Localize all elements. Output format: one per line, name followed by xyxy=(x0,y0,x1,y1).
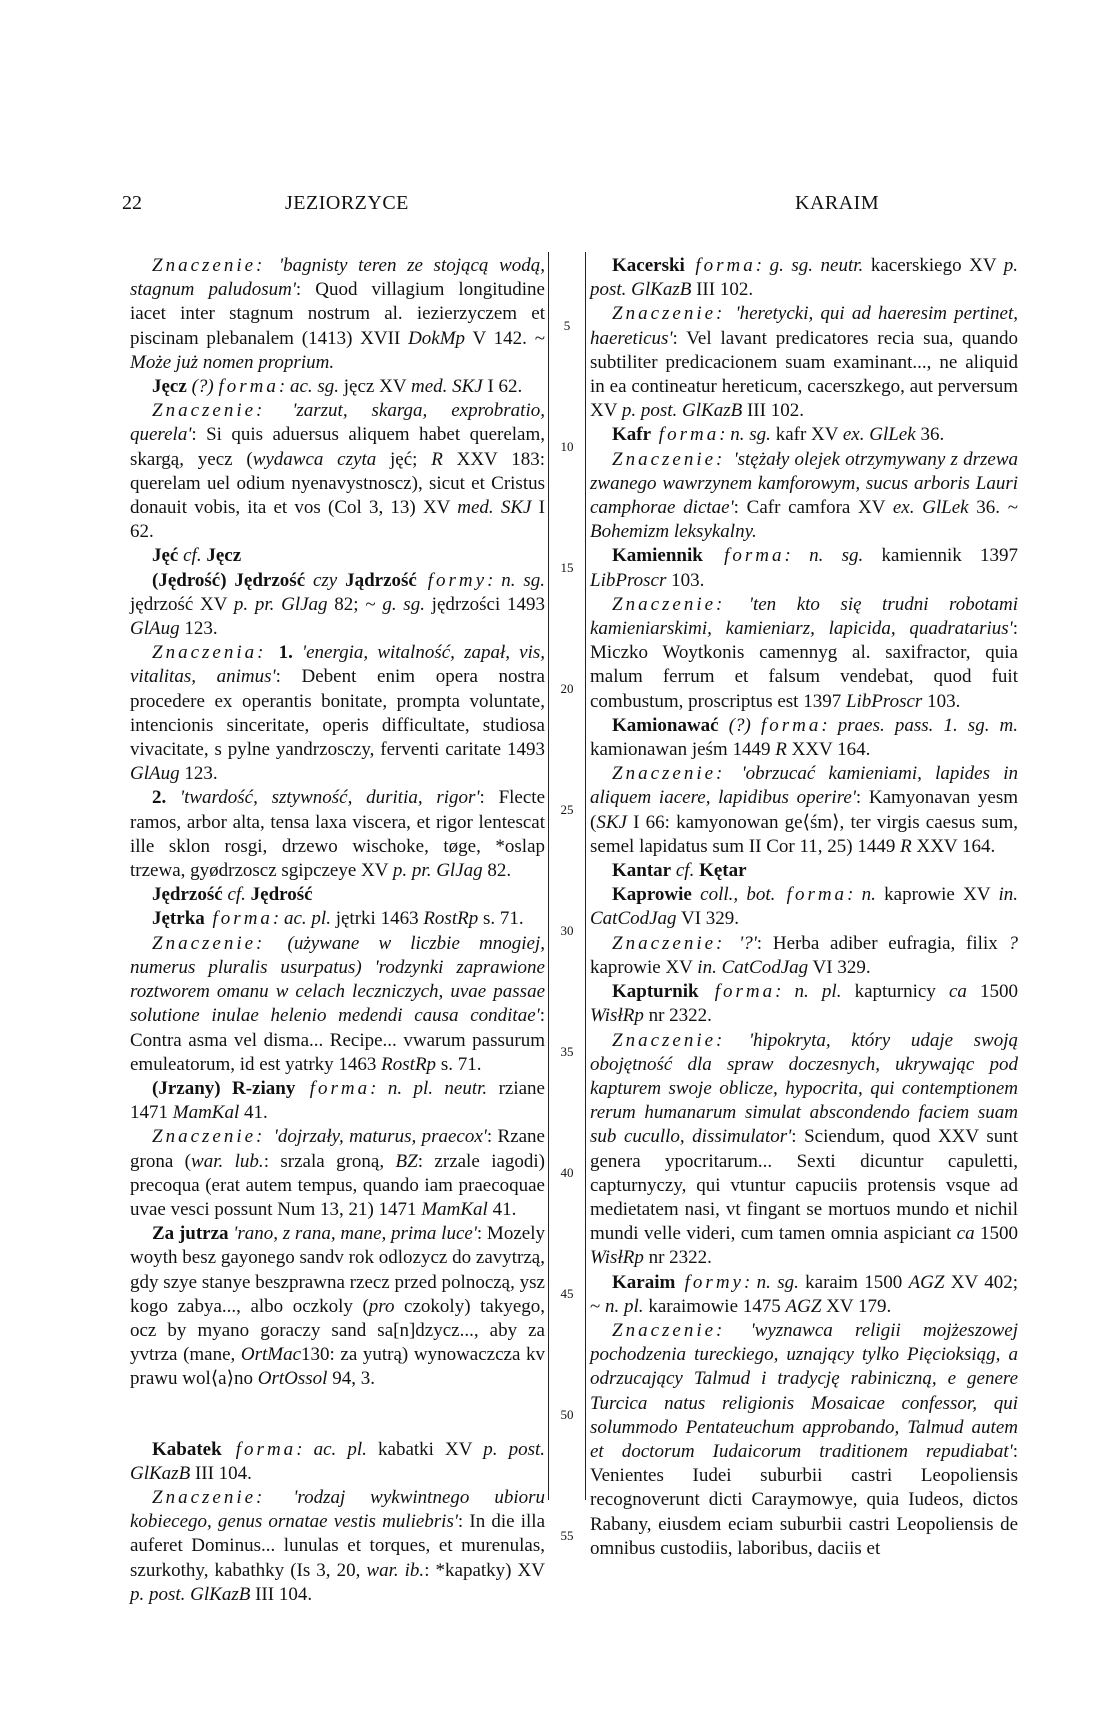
entry-meaning: Znaczenie: '?': Herba adiber eufragia, filix ? kaprowie XV in. CatCodJag VI 329. xyxy=(590,932,1019,978)
entry-headword: Kamionawać (?) forma: praes. pass. 1. sg. m. kamionawan jeśm 1449 R XXV 164. xyxy=(590,714,1019,761)
entry-headword: Kacerski forma: g. sg. neutr. kacerskiego XV p. post. GlKazB III 102. xyxy=(590,255,1018,301)
line-number: 15 xyxy=(560,560,574,575)
page-number: 22 xyxy=(122,192,142,214)
entry-headword: (Jrzany) R-ziany forma: n. pl. neutr. rziane 1471 MamKal 41. xyxy=(130,1077,545,1124)
entry-meaning: Znaczenie: 'stężały olejek otrzymywany z drzewa zwanego wawrzynem kamforowym, sucus arboris Lauri camphorae dictae': Cafr camfora XV ex. GlLek 36. ~ Bohemizm leksykalny. xyxy=(590,448,1018,543)
right-running-head: KARAIM xyxy=(795,192,880,214)
entry-headword: Kamiennik forma: n. sg. kamiennik 1397 LibProscr 103. xyxy=(590,545,1018,591)
right-column xyxy=(590,254,1018,1561)
line-number: 40 xyxy=(560,1165,574,1180)
entry-meaning: Znaczenie: 'ten kto się trudni robotami kamieniarskimi, kamieniarz, lapicida, quadratarius': Miczko Woytkonis camennyg al. saxifractor, quia malum ferrum et falsum vendebat, quod fuit combustum, proscriptus est 1397 LibProscr 103. xyxy=(590,593,1018,712)
line-number: 20 xyxy=(560,681,574,696)
entry-meaning: Znaczenie: 'obrzucać kamieniami, lapides in aliquem iacere, lapidibus operire': Kamyonavan yesm (SKJ I 66: kamyonowan ge⟨śm⟩, ter virgis caesus sum, semel lapidatus sum II Cor 11, 25) 1449 R XXV 164. xyxy=(590,763,1018,857)
entry-crossref: Jęć cf. Jęcz xyxy=(152,545,242,567)
entry-meaning: Znaczenie: 'dojrzały, maturus, praecox': Rzane grona (war. lub.: srzala groną, BZ: zrzale iagodi) precoqua (erat autem tempus, quando iam praecoquae uvae vesci possunt Num 13, 21) 1471 MamKal 41. xyxy=(130,1126,546,1220)
line-number: 50 xyxy=(560,1407,574,1422)
entry-meaning: Znaczenie: 'zarzut, skarga, exprobratio, querela': Si quis aduersus aliquem habet querelam, skargą, yecz (wydawca czyta jęć; R XXV 183: querelam uel odium nyenavystnoscz), sicut et Cristus donauit vobis, ita et vos (Col 3, 13) XV med. SKJ I 62. xyxy=(130,400,546,543)
entry-meaning: Znaczenie: (używane w liczbie mnogiej, numerus pluralis usurpatus) 'rodzynki zaprawione roztworem omanu w celach leczniczych, uvae passae solutione inulae helenio medendi causa conditae': Contra asma vel disma... Recipe... vwarum passurum emuleatorum, id est yatrky 1463 RostRp s. 71. xyxy=(130,932,545,1075)
column-gap xyxy=(130,1392,545,1438)
entry-meaning: Znaczenie: 'bagnisty teren ze stojącą wodą, stagnum paludosum': Quod villagium longitudine iacet inter stagnum nostrum al. iezierzyczem et piscinam plebanalem (1413) XVII DokMp V 142. ~ Może już nomen proprium. xyxy=(130,255,545,373)
column-rule-right xyxy=(585,252,586,1500)
line-number: 30 xyxy=(560,923,574,938)
entry-headword: (Jędrość) Jędrzość czy Jądrzość formy: n. sg. jędrzość XV p. pr. GlJag 82; ~ g. sg. jędrzości 1493 GlAug 123. xyxy=(130,569,545,640)
entry-meaning: Znaczenie: 'hipokryta, który udaje swoją obojętność dla spraw doczesnych, ukrywając pod kapturem swoje oblicze, hypocrita, qui contemptionem rerum humanarum simulat abscondendo faciem suam sub cucullo, dissimulator': Sciendum, quod XXV sunt genera ypocritarum... Sexti dicuntur capuletti, capturnyczy, qui vtuntur capuciis protensis vsque ad medietatem nasi, vt fingant se mortuos mundo et nichil mundi velle videri, cum tamen omnia aspiciant ca 1500 WisłRp nr 2322. xyxy=(590,1029,1018,1269)
left-running-head: JEZIORZYCE xyxy=(285,192,409,214)
line-number: 45 xyxy=(560,1286,574,1301)
entry-headword: Kapturnik forma: n. pl. kapturnicy ca 1500 WisłRp nr 2322. xyxy=(590,981,1018,1027)
entry-crossref: Kantar cf. Kętar xyxy=(612,860,747,882)
line-number: 5 xyxy=(563,318,571,333)
entry-headword: Kafr forma: n. sg. kafr XV ex. GlLek 36. xyxy=(612,424,945,446)
entry-headword: Jęcz (?) forma: ac. sg. jęcz XV med. SKJ I 62. xyxy=(152,376,523,398)
entry-headword: Kabatek forma: ac. pl. kabatki XV p. post. GlKazB III 104. xyxy=(130,1438,545,1484)
entry-headword: Za jutrza 'rano, z rana, mane, prima luce': Mozely woyth besz gayonego sandv rok odlozycz do zavytrzą, gdy szye stanye beszprawna rzecz przed polnoczą, ysz kogo zabya..., albo oczkoly (pro czokoly) takyego, ocz by myano goraczy sand sa[n]dzycz..., aby za yvtrza (mane, OrtMac130: za yutrą) wynowaczcza kv prawu wol⟨a⟩no OrtOssol 94, 3. xyxy=(130,1223,545,1390)
entry-headword: Karaim formy: n. sg. karaim 1500 AGZ XV 402; ~ n. pl. karaimowie 1475 AGZ XV 179. xyxy=(590,1271,1018,1317)
column-rule-left xyxy=(548,252,549,1500)
entry-meaning: Znaczenie: 'rodzaj wykwintnego ubioru kobiecego, genus ornatae vestis muliebris': In die illa auferet Dominus... lunulas et torques, et murenulas, szurkothy, kabathky (Is 3, 20, war. ib.: *kapatky) XV p. post. GlKazB III 104. xyxy=(130,1486,546,1605)
entry-headword: Jętrka forma: ac. pl. jętrki 1463 RostRp s. 71. xyxy=(152,908,524,930)
line-number: 35 xyxy=(560,1044,574,1059)
entry-meaning: 2. 'twardość, sztywność, duritia, rigor': Flecte ramos, arbor alta, tensa laxa viscera, et rigor lentescat ille sklon rosgi, drzewo wischoke, tøge, *oslap trzewa, gyødrzoscz sgipczeye XV p. pr. GlJag 82. xyxy=(130,787,545,882)
entry-meaning: Znaczenie: 'heretycki, qui ad haeresim pertinet, haereticus': Vel lavant predicatores recia sua, quando subtiliter predicacionem suam examinant..., ne aliquid in ea contineatur hereticum, cacerszkego, aut perversum XV p. post. GlKazB III 102. xyxy=(590,303,1018,422)
line-number: 10 xyxy=(560,439,574,454)
entry-headword: Kaprowie coll., bot. forma: n. kaprowie XV in. CatCodJag VI 329. xyxy=(590,884,1018,930)
line-number: 55 xyxy=(560,1528,574,1543)
entry-crossref: Jędrzość cf. Jędrość xyxy=(152,884,313,906)
line-number: 25 xyxy=(560,802,574,817)
entry-meaning: Znaczenie: 'wyznawca religii mojżeszowej pochodzenia tureckiego, uznający tylko Pięcioksiąg, a odrzucający Talmud i tradycję rabiniczną, e genere Turcica natus religionis Mosaicae confessor, qui solummodo Pentateuchum approbando, Talmud autem et doctorum Iudaicorum traditionem repudiabat': Venientes Iudei suburbii castri Leopoliensis recognoverunt dicti Caraymowye, quia Iudeos, dictos Rabany, eiusdem eciam suburbii castri Leopoliensis de omnibus custodiis, laboribus, daciis et xyxy=(590,1319,1018,1559)
entry-meaning: Znaczenia: 1. 'energia, witalność, zapał, vis, vitalitas, animus': Debent enim opera nostra procedere ex operantis bonitate, prompta voluntate, intencionis sinceritate, operis difficultate, studiosa vivacitate, s pylne yandrzosczy, ferventi caritate 1493 GlAug 123. xyxy=(130,642,546,785)
left-column xyxy=(130,254,545,1607)
